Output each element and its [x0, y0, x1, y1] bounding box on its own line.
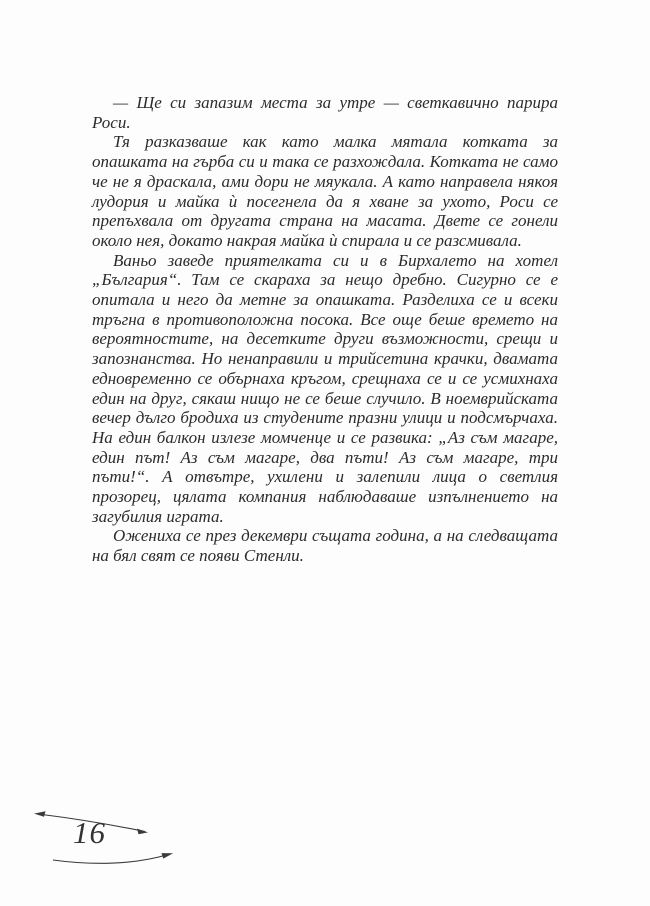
- body-text: [92, 93, 558, 566]
- flourish-strokes-icon: [33, 804, 193, 884]
- paragraph: Ваньо заведе приятелката си и в Бирхалето на хотел „България“. Там се скараха за нещо дребно. Сигурно се е опитала и него да метне за опашката. Разделиха се и всеки тръгна в противоположна посока. Все още беше времето на вероятностите, на десетките други възможности, срещи и запознанства. Но ненаправили и трийсетина крачки, двамата едновременно се обърнаха кръгом, срещнаха се и се усмихнаха един на друг, сякаш нищо не се беше случило. В ноемврийската вечер дълго бродиха из студените празни улици и подсмърчаха. На един балкон излезе момченце и се развика: „Аз съм магаре, един път! Аз съм магаре, два пъти! Аз съм магаре, три пъти!“. А отвътре, ухилени и залепили лица о светлия прозорец, цялата компания наблюдаваше изпълнението на загубилия играта.: [92, 250, 558, 526]
- paragraph: Ожениха се през декември същата година, а на следващата на бял свят се появи Стенли.: [92, 526, 558, 566]
- page-number: 16: [73, 815, 106, 850]
- page-footer: [33, 804, 193, 884]
- paragraph-dialogue: — Ще си запазим места за утре — светкавично парира Роси.: [92, 93, 558, 132]
- paragraph: Тя разказваше как като малка мятала котката за опашката на гърба си и така се разхождала. Котката не само че не я драскала, ами дори не мяукала. А като направела някоя лудория и майка ѝ посегнела да я хване за ухото, Роси се препъхвала от другата страна на масата. Двете се гонели около нея, докато накрая майка ѝ спирала и се разсмивала.: [92, 132, 558, 250]
